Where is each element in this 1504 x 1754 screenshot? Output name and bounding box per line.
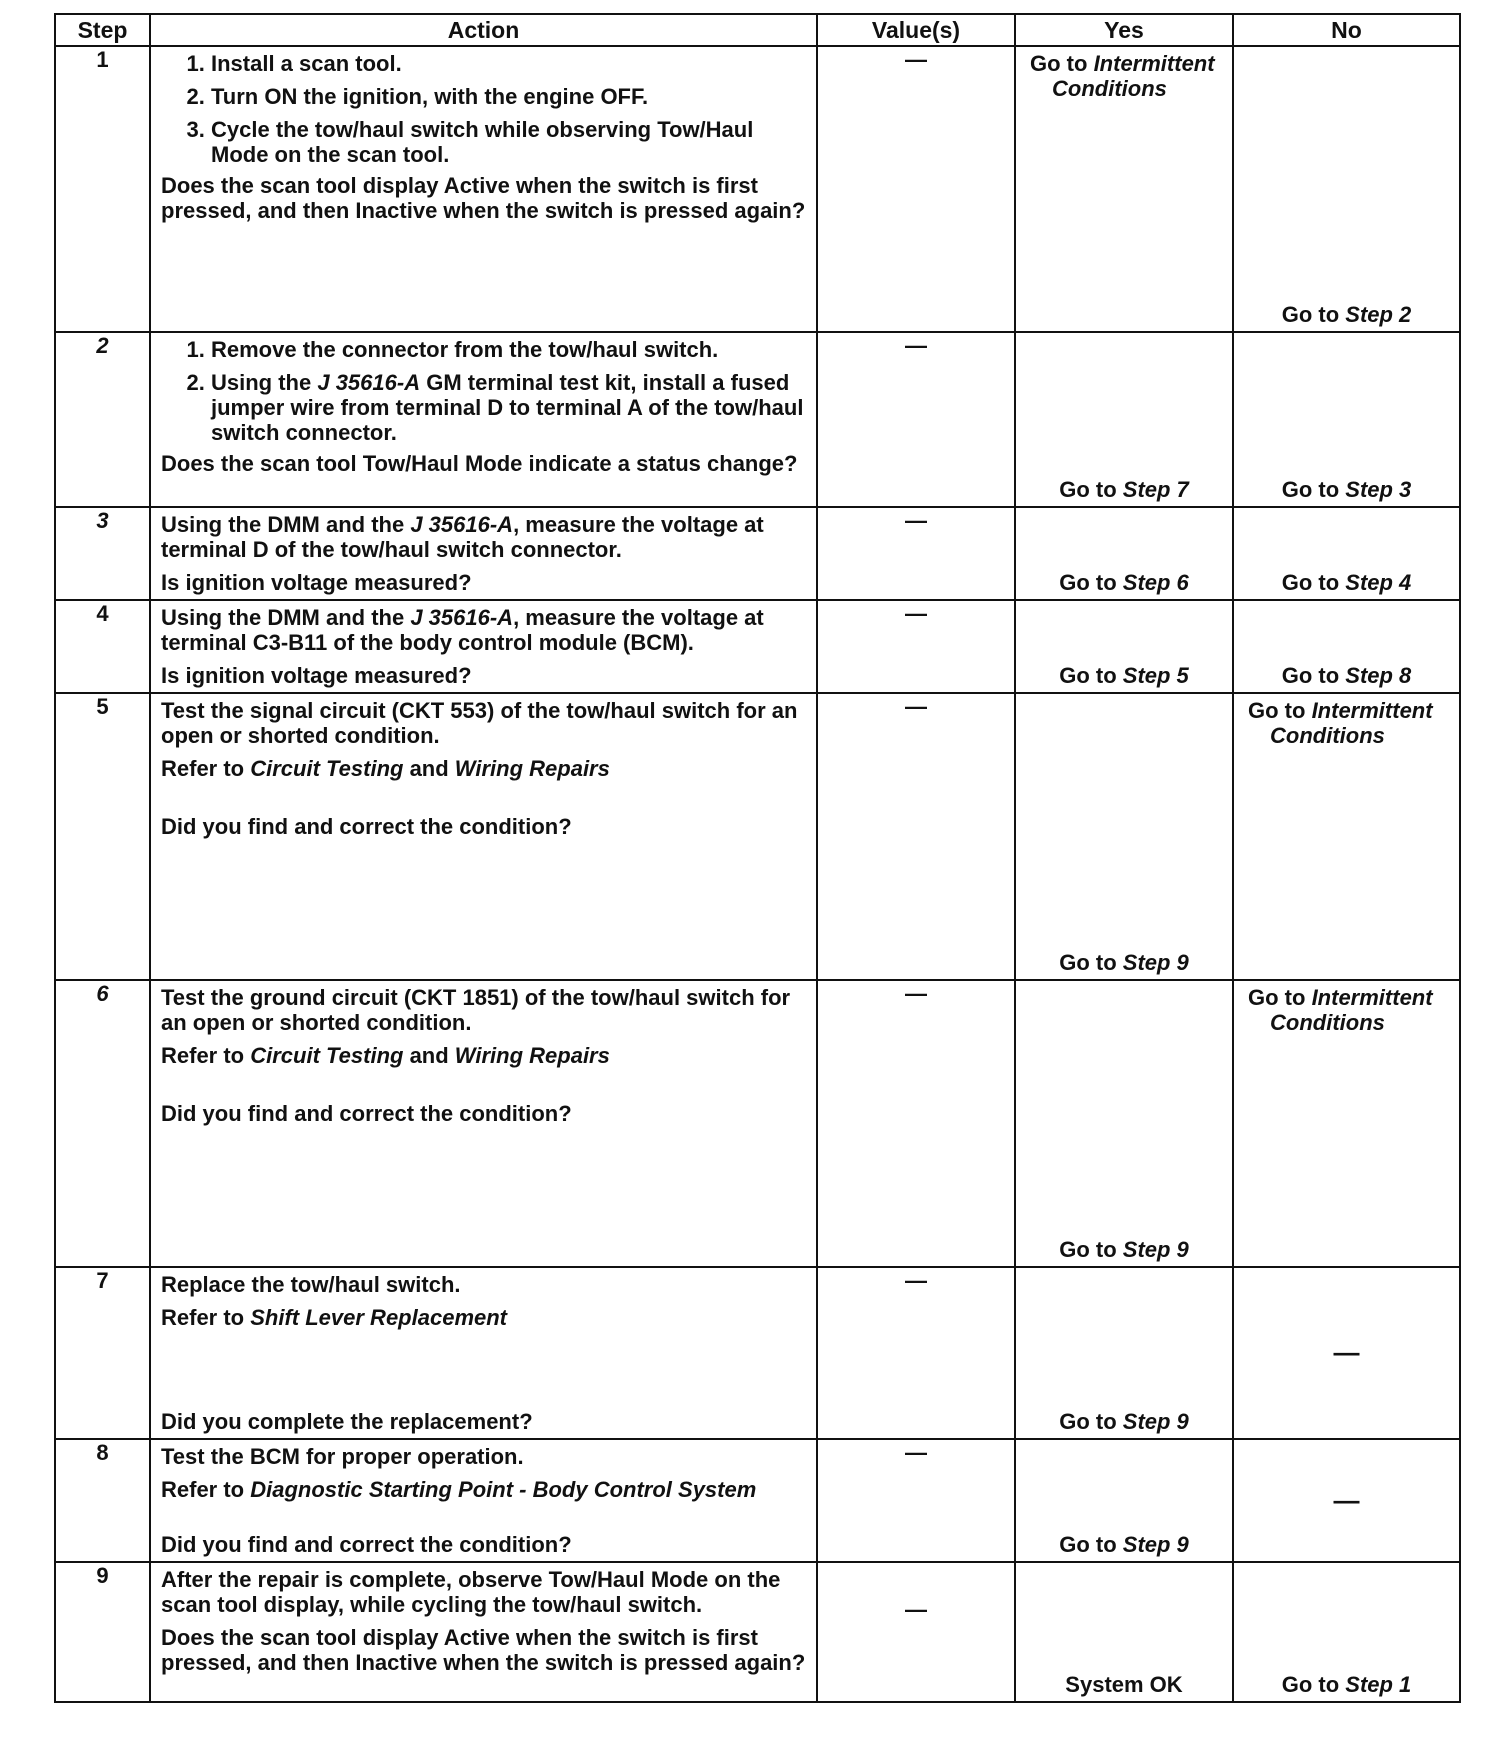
action-question: Does the scan tool display Active when the switch is first pressed, and then Inactive when the switch is pressed again? xyxy=(161,173,806,223)
action-text: Using the DMM and the J 35616-A, measure the voltage at terminal C3-B11 of the body control module (BCM). xyxy=(161,605,764,655)
action-list xyxy=(161,51,806,167)
no-link[interactable]: Go to Step 4 xyxy=(1281,570,1412,595)
table-row-step-8 xyxy=(55,1439,1460,1562)
step-number: 2 xyxy=(55,332,150,507)
table-row-step-7 xyxy=(55,1267,1460,1439)
yes-link[interactable]: Go to Step 9 xyxy=(1059,1237,1189,1262)
yes-link[interactable]: Go to Step 6 xyxy=(1059,570,1189,595)
header-row xyxy=(55,14,1460,46)
action-question: Did you find and correct the condition? xyxy=(161,814,572,839)
refer-link[interactable]: Diagnostic Starting Point - Body Control System xyxy=(250,1477,757,1502)
list-item: 1. Remove the connector from the tow/haul switch. xyxy=(211,337,806,362)
header-values: Value(s) xyxy=(817,14,1015,46)
action-question: Is ignition voltage measured? xyxy=(161,663,472,688)
value-cell: — xyxy=(817,1562,1015,1702)
yes-link[interactable]: Go to Step 9 xyxy=(1059,1532,1189,1557)
yes-result: System OK xyxy=(1065,1672,1183,1697)
no-cell xyxy=(1233,1439,1460,1562)
table-row-step-1 xyxy=(55,46,1460,332)
no-value: — xyxy=(1333,1484,1360,1515)
action-question: Does the scan tool Tow/Haul Mode indicate a status change? xyxy=(161,451,798,476)
list-item: 2. Turn ON the ignition, with the engine OFF. xyxy=(211,84,806,109)
refer-link[interactable]: Wiring Repairs xyxy=(454,1043,610,1068)
yes-cell xyxy=(1015,1439,1233,1562)
header-yes: Yes xyxy=(1015,14,1233,46)
no-cell xyxy=(1233,332,1460,507)
yes-cell xyxy=(1015,332,1233,507)
list-item: 3. Cycle the tow/haul switch while observing Tow/Haul Mode on the scan tool. xyxy=(211,117,806,167)
action-cell xyxy=(150,600,817,693)
header-action: Action xyxy=(150,14,817,46)
no-value: — xyxy=(1333,1337,1360,1367)
action-cell xyxy=(150,507,817,600)
value-cell: — xyxy=(817,332,1015,507)
value-cell: — xyxy=(817,693,1015,980)
step-number: 3 xyxy=(55,507,150,600)
yes-cell xyxy=(1015,1267,1233,1439)
value-cell: — xyxy=(817,1439,1015,1562)
step-number: 1 xyxy=(55,46,150,332)
no-cell xyxy=(1233,693,1460,980)
action-cell xyxy=(150,332,817,507)
list-item: 1. Install a scan tool. xyxy=(211,51,806,76)
yes-cell xyxy=(1015,600,1233,693)
no-link[interactable]: Go to Step 3 xyxy=(1281,477,1412,502)
no-cell xyxy=(1233,46,1460,332)
step-number: 8 xyxy=(55,1439,150,1562)
no-link[interactable]: Go to Step 8 xyxy=(1281,663,1412,688)
action-cell xyxy=(150,980,817,1267)
no-link[interactable]: Go to Step 2 xyxy=(1281,302,1412,327)
value-cell: — xyxy=(817,507,1015,600)
step-number: 7 xyxy=(55,1267,150,1439)
value-cell: — xyxy=(817,980,1015,1267)
yes-cell xyxy=(1015,1562,1233,1702)
refer-link[interactable]: Circuit Testing xyxy=(250,1043,404,1068)
value-cell: — xyxy=(817,600,1015,693)
refer-link[interactable]: Wiring Repairs xyxy=(454,756,610,781)
refer-text: Refer to Shift Lever Replacement xyxy=(161,1305,507,1330)
no-cell xyxy=(1233,1267,1460,1439)
refer-link[interactable]: Circuit Testing xyxy=(250,756,404,781)
no-cell xyxy=(1233,507,1460,600)
step-number: 9 xyxy=(55,1562,150,1702)
no-link[interactable]: Go to Intermittent Conditions xyxy=(1248,985,1433,1035)
list-item: 2. Using the J 35616-A GM terminal test kit, install a fused jumper wire from terminal D to terminal A of the tow/haul switch connector. xyxy=(211,370,806,445)
no-cell xyxy=(1233,600,1460,693)
header-step: Step xyxy=(55,14,150,46)
no-cell xyxy=(1233,1562,1460,1702)
action-cell xyxy=(150,693,817,980)
step-number: 4 xyxy=(55,600,150,693)
action-cell xyxy=(150,1267,817,1439)
yes-link[interactable]: Go to Step 9 xyxy=(1059,950,1189,975)
action-cell xyxy=(150,46,817,332)
no-cell xyxy=(1233,980,1460,1267)
diagnostic-table xyxy=(54,13,1461,1703)
step-number: 5 xyxy=(55,693,150,980)
action-list xyxy=(161,337,806,445)
action-text: Test the signal circuit (CKT 553) of the tow/haul switch for an open or shorted condition. xyxy=(161,698,798,748)
action-text: After the repair is complete, observe Tow/Haul Mode on the scan tool display, while cycling the tow/haul switch. xyxy=(161,1567,781,1617)
yes-cell xyxy=(1015,980,1233,1267)
action-question: Did you find and correct the condition? xyxy=(161,1101,572,1126)
refer-link[interactable]: Shift Lever Replacement xyxy=(250,1305,507,1330)
value-cell: — xyxy=(817,1267,1015,1439)
step-number: 6 xyxy=(55,980,150,1267)
yes-link[interactable]: Go to Step 9 xyxy=(1059,1409,1189,1434)
refer-text: Refer to Circuit Testing and Wiring Repairs xyxy=(161,1043,610,1068)
yes-cell xyxy=(1015,507,1233,600)
yes-cell xyxy=(1015,693,1233,980)
action-text: Using the DMM and the J 35616-A, measure the voltage at terminal D of the tow/haul switch connector. xyxy=(161,512,764,562)
table-row-step-9 xyxy=(55,1562,1460,1702)
action-text: Test the BCM for proper operation. xyxy=(161,1444,524,1469)
table-row-step-3 xyxy=(55,507,1460,600)
action-question: Did you complete the replacement? xyxy=(161,1409,533,1434)
action-cell xyxy=(150,1562,817,1702)
action-cell xyxy=(150,1439,817,1562)
no-link[interactable]: Go to Step 1 xyxy=(1281,1672,1412,1697)
no-link[interactable]: Go to Intermittent Conditions xyxy=(1248,698,1433,748)
refer-text: Refer to Diagnostic Starting Point - Body Control System xyxy=(161,1477,757,1502)
refer-text: Refer to Circuit Testing and Wiring Repairs xyxy=(161,756,610,781)
action-text: Test the ground circuit (CKT 1851) of the tow/haul switch for an open or shorted condition. xyxy=(161,985,791,1035)
yes-link[interactable]: Go to Intermittent Conditions xyxy=(1030,51,1215,101)
action-question: Is ignition voltage measured? xyxy=(161,570,472,595)
action-question: Did you find and correct the condition? xyxy=(161,1532,572,1557)
action-question: Does the scan tool display Active when the switch is first pressed, and then Inactive when the switch is pressed again? xyxy=(161,1625,806,1675)
table-row-step-5 xyxy=(55,693,1460,980)
table-row-step-6 xyxy=(55,980,1460,1267)
action-text: Replace the tow/haul switch. xyxy=(161,1272,461,1297)
yes-link[interactable]: Go to Step 5 xyxy=(1059,663,1189,688)
header-no: No xyxy=(1233,14,1460,46)
table-row-step-4 xyxy=(55,600,1460,693)
yes-cell xyxy=(1015,46,1233,332)
value-cell: — xyxy=(817,46,1015,332)
table-row-step-2 xyxy=(55,332,1460,507)
yes-link[interactable]: Go to Step 7 xyxy=(1059,477,1189,502)
